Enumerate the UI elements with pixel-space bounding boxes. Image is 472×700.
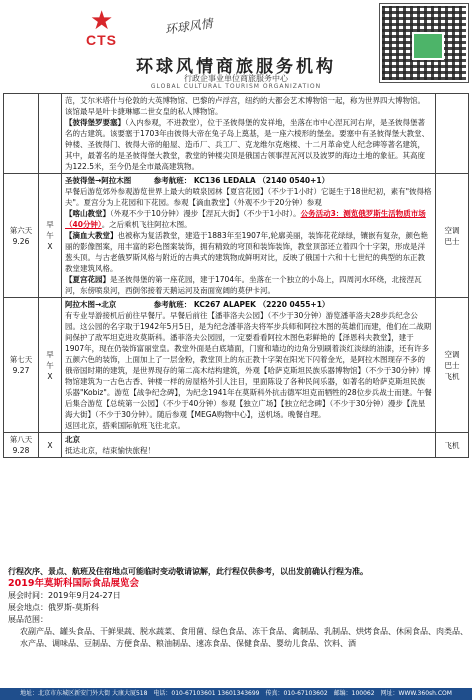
activity-cell xyxy=(62,174,436,298)
cts-logo-text: CTS xyxy=(86,32,117,48)
activity-paragraph xyxy=(65,299,432,310)
activity-text: 抵达北京，结束愉快旅程！ xyxy=(65,446,155,455)
expo-scope-label: 展品范围： xyxy=(8,615,48,624)
activity-text: 返回北京，搭乘国际航班飞往北京。 xyxy=(65,421,185,430)
activity-paragraph xyxy=(65,420,432,431)
page-title: 环球风情商旅服务机构 xyxy=(136,57,336,76)
activity-text: 。之后乘机飞往阿拉木图。 xyxy=(101,220,192,229)
attraction-name: 【滴血大教堂】 xyxy=(65,231,118,240)
activity-text: （外观不少于10分钟）漫步【涅瓦大街】（不少于1小时）。 xyxy=(110,209,301,218)
itinerary-row xyxy=(4,433,469,458)
flight-route: 阿拉木图→北京 参考航班： KC267 ALAPEK （2220 0455+1） xyxy=(65,300,330,309)
contact-bar: 地址：北京市东城区新安门外大街 大康大厦518 电话：010-67103601 13601343699 传真：010-67103602 邮编：100062 网址：WWW.360sh.COM xyxy=(0,688,472,700)
meal-cell xyxy=(39,94,62,174)
day-cell: 第六天 9.26 xyxy=(4,174,39,298)
activity-cell xyxy=(62,433,436,458)
activity-paragraph xyxy=(65,310,432,420)
itinerary-table xyxy=(3,93,469,458)
activity-text: （入内参观，不进教堂），位于圣彼得堡的发祥地，坐落在市中心涅瓦河右岸，是圣彼得堡著名的古建筑。该要塞于1703年由彼得大帝在兔子岛上奠基，是一座六棱形的堡垒。要塞中有圣彼得堡大教堂、钟楼、圣彼得门、彼得大帝的船屋、造币厂、兵工厂、克龙维尔克炮楼、十二月革命党人纪念碑等著名建筑，其中，最著名的是圣彼得堡大教堂，教堂的钟楼尖顶是俄国古领事涅瓦河以及波罗的海边土地的象征。其高度为122.5米，至今仍是全市最高建筑物。 xyxy=(65,118,430,171)
activity-cell xyxy=(62,94,436,174)
activity-text: 也被称为复活教堂，建造于1883年至1907年,轮廓美丽，装饰花花绿绿，镶嵌有复杂，颜色艳丽的影像图案，用丰富的彩色图案装饰，拥有精致的穹顶和装饰装饰，教堂顶部还立着四个十字架，形成是洋葱头顶。与古老俄罗斯风格与附近的古典式的建筑物成鲜明对比，反映了俄国十六和十七世纪的典型的东正教教堂建筑风格。 xyxy=(65,231,429,273)
day-cell xyxy=(4,94,39,174)
flight-route: 圣彼得堡→阿拉木图 参考航班： KC136 LEDALA （2140 0540+1） xyxy=(65,176,330,185)
day-cell: 第八天 9.28 xyxy=(4,433,39,458)
attraction-name: 【喀山教堂】 xyxy=(65,209,110,218)
expo-place: 展会地点：俄罗斯-莫斯科 xyxy=(8,603,99,612)
transport-cell: 空调 巴士 xyxy=(436,174,469,298)
itinerary-row xyxy=(4,94,469,174)
cts-logo xyxy=(86,8,138,54)
activity-text: 早餐后游览郊外参观游览世界上最大的喷泉园林【夏宫花园】（不少于1小时）它诞生于18世纪初，素有"彼得格夫"。夏宫分为上花园和下花园。参观【滴血教堂】（外观不少于20分钟）参观 xyxy=(65,187,432,207)
business-activity: 公务活动3：测览俄罗斯生活物质市场（40分钟） xyxy=(65,209,426,229)
expo-title: 2019年莫斯科国际食品展览会 xyxy=(8,578,139,589)
footer xyxy=(8,566,468,650)
activity-text: 是圣彼得堡的第一座花园，建于1704年。坐落在一个独立的小岛上，四周河水环绕，北接涅瓦河，东傍喷泉河，西倒邻接着天鹅运河及南面宽阔的莫伊卡河。 xyxy=(65,275,422,295)
transport-cell xyxy=(436,94,469,174)
transport-cell: 空调 巴士 飞机 xyxy=(436,298,469,433)
activity-text: 有专业导游接机后前往早餐厅。早餐后前往【潘菲洛夫公园】（不少于30分钟）游览潘菲洛夫28步兵纪念公园。这公园的名字取于1942年5月5日，是为纪念潘菲洛夫将军步兵师和阿拉木图的英雄们而建，他们在二战期间保护了敌军坦克进攻莫斯科。潘菲洛夫公园园，一定要看看阿拉木图色彩鲜艳的【泽恩科夫教堂】，建于1907年，现在仍装饰富丽堂皇。教堂外面是白底墙面，门窗和墙边的边角分别刷着淡红淡绿的油漆，还有许多五颜六色的装饰，上面加上了一层金粉，教堂顶上的东正教十字架在阳光下闪着金光，是阿拉木图现存不多的俄帝国时期的建筑，是世界现存的第二高木结构建筑，外观【哈萨克斯坦民族乐器博物馆】（不少于30分钟）博物馆建筑为一古色古香、钟楼一样的房屋格外引人注目，里面陈设了各种民间乐器，如著名的哈萨克斯坦民族乐器"Kobiz"。游览【战争纪念碑】，为纪念1941年在莫斯科外抗击德军坦克而牺牲的28位步兵战士而建。午餐后集合游览【总统第一公园】（不少于40分钟）参观【独立广场】【独立纪念碑】（不少于30分钟）漫步【洗星海大街】（不少于30分钟）。随后参观【MEGA购物中心】，送机场。晚餐自理。 xyxy=(65,311,432,419)
page-subtitle: 行政企事业单位商旅服务中心 xyxy=(184,74,288,83)
activity-paragraph xyxy=(65,186,432,208)
day-cell: 第七天 9.27 xyxy=(4,298,39,433)
expo-date: 展会时间：2019年9月24-27日 xyxy=(8,591,121,600)
activity-paragraph xyxy=(65,175,432,186)
attraction-name: 【彼得堡罗要塞】 xyxy=(65,118,125,127)
activity-paragraph xyxy=(65,274,432,296)
attraction-name: 【夏宫花园】 xyxy=(65,275,110,284)
page-subtitle-en: GLOBAL CULTURAL TOURISM ORGANIZATION xyxy=(150,83,322,90)
activity-cell xyxy=(62,298,436,433)
attraction-name: 北京 xyxy=(65,435,80,444)
activity-text: 范，艾尔米塔什与伦敦的大英博物馆、巴黎的卢浮宫，纽约的大都会艺术博物馆一起，称为世界四大博物馆。该馆最早是叶卡捷琳娜二世女皇的私人博物馆。 xyxy=(65,96,425,116)
activity-paragraph xyxy=(65,117,432,172)
itinerary-notice: 行程次序、景点、航班及住宿地点可能临时变动敬请谅解，此行程仅供参考，以出发前确认行程为准。 xyxy=(8,567,368,576)
brand-script-logo: 环球风情 xyxy=(164,16,214,37)
meal-cell: 早 午 X xyxy=(39,298,62,433)
star-icon: ★ xyxy=(90,6,114,36)
letterhead xyxy=(0,0,472,92)
activity-paragraph xyxy=(65,230,432,274)
activity-paragraph xyxy=(65,445,432,456)
meal-cell: X xyxy=(39,433,62,458)
activity-paragraph xyxy=(65,208,432,230)
itinerary-row xyxy=(4,174,469,298)
itinerary-row xyxy=(4,298,469,433)
expo-scope: 农副产品、罐头食品、干鲜果蔬、脱水蔬菜、食用菌、绿色食品、冻干食品、禽制品、乳制品、烘烤食品、休闲食品、肉类品、水产品、调味品、豆制品、方便食品、粮油制品、速冻食品、保健食品、婴幼儿食品、饮料、酒 xyxy=(20,627,468,648)
transport-cell: 飞机 xyxy=(436,433,469,458)
meal-cell: 早 午 X xyxy=(39,174,62,298)
activity-paragraph xyxy=(65,434,432,445)
activity-paragraph xyxy=(65,95,432,117)
